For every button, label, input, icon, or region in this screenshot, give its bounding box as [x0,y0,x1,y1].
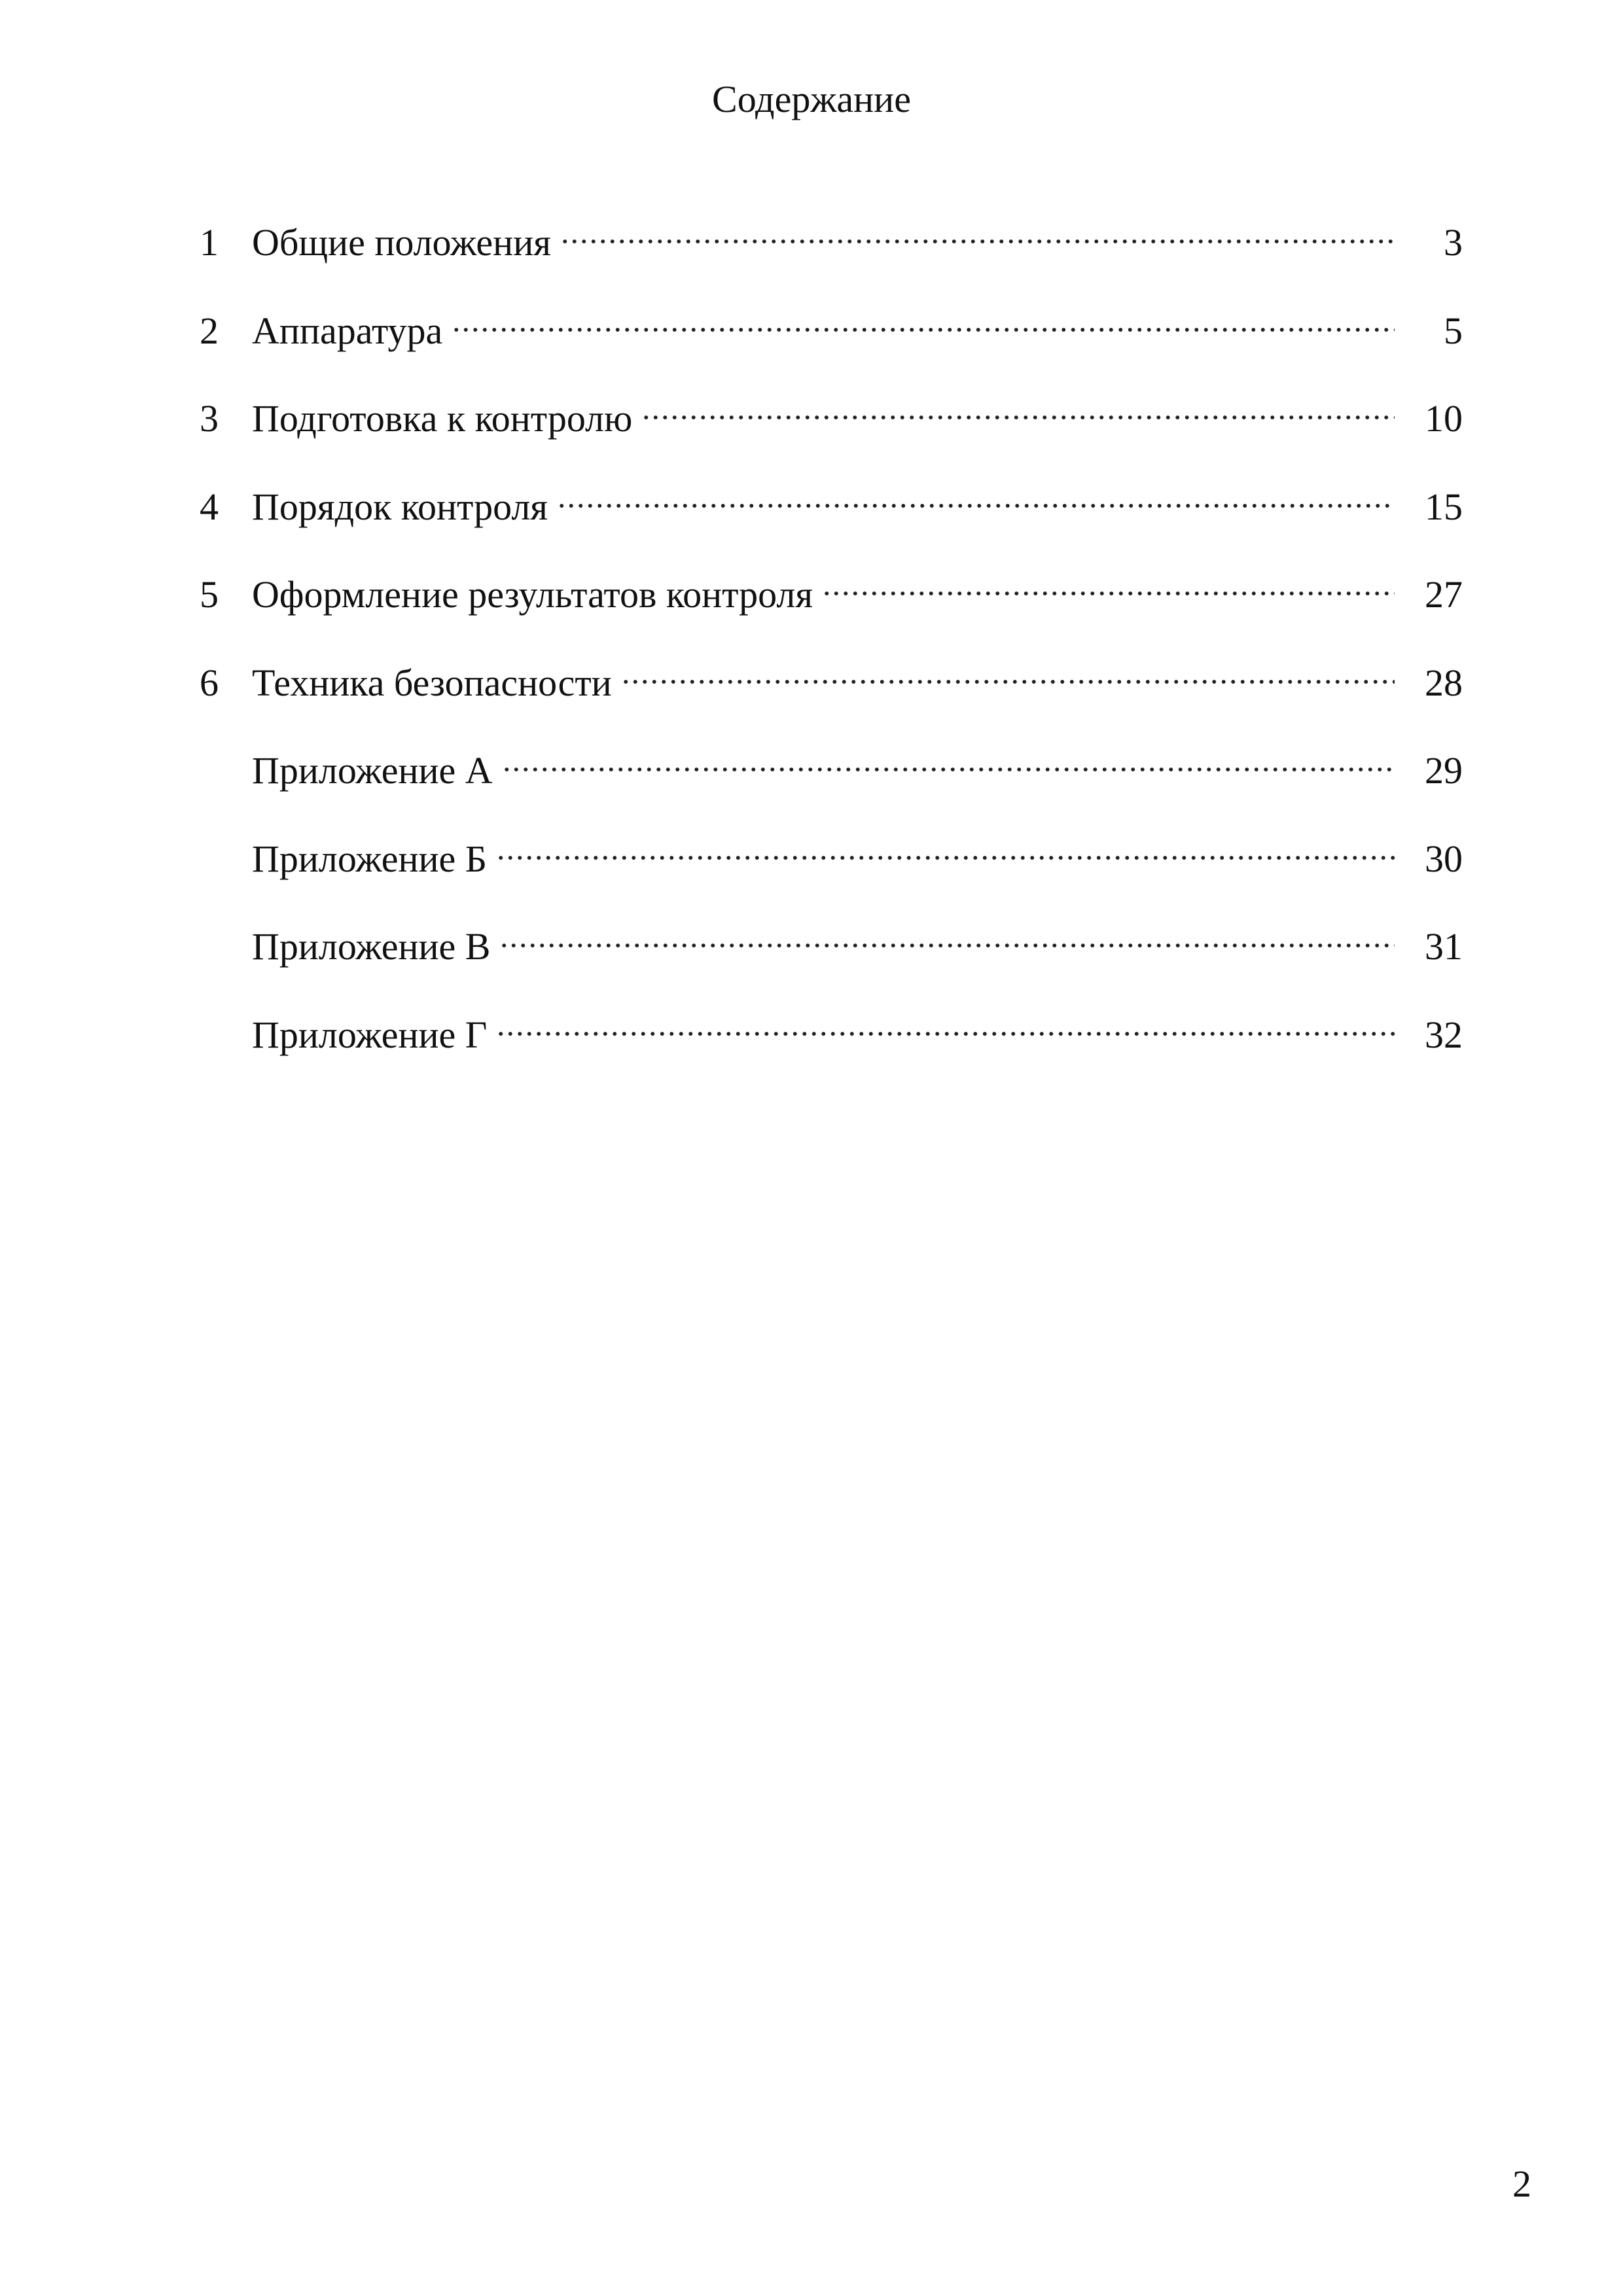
toc-title: Содержание [712,78,911,120]
toc-entry-number: 4 [200,485,219,528]
toc-entry-text: Приложение В [252,925,491,968]
toc-entry-page: 31 [1425,925,1463,968]
toc-entry[interactable] [200,379,1463,467]
toc-dot-leader [452,291,1395,344]
toc-entry-number: 3 [200,397,219,440]
toc-entry[interactable] [200,819,1463,908]
toc-entry-page: 27 [1425,573,1463,616]
toc-entry-text: Общие положения [252,221,551,264]
toc-dot-leader [560,203,1395,255]
toc-entry[interactable] [200,291,1463,380]
toc-entry-page: 30 [1425,837,1463,880]
toc-dot-leader [621,643,1395,696]
toc-entry-page: 10 [1425,397,1463,440]
toc-entry-page: 32 [1425,1013,1463,1056]
toc-entry[interactable] [200,995,1463,1084]
toc-entry[interactable] [200,643,1463,732]
toc-entry[interactable] [200,467,1463,556]
toc-entry-text: Приложение Б [252,837,488,880]
toc-dot-leader [499,907,1395,959]
toc-dot-leader [641,379,1395,431]
toc-entry[interactable] [200,907,1463,995]
toc-dot-leader [822,555,1395,607]
toc-entry-number: 2 [200,309,219,352]
toc-entry-page: 5 [1444,309,1463,352]
toc-entry-text: Приложение Г [252,1013,488,1056]
toc-entry[interactable] [200,555,1463,643]
toc-entry-text: Оформление результатов контроля [252,573,813,616]
toc-entry-text: Техника безопасности [252,661,612,704]
toc-dot-leader [557,467,1395,520]
toc-dot-leader [496,819,1395,872]
toc-entry-text: Аппаратура [252,309,443,352]
toc-entry-page: 15 [1425,485,1463,528]
table-of-contents [200,203,1463,1083]
toc-entry[interactable] [200,203,1463,291]
toc-entry-text: Приложение А [252,749,493,792]
toc-entry-number: 6 [200,661,219,704]
toc-dot-leader [502,731,1395,783]
toc-entry-text: Порядок контроля [252,485,548,528]
toc-entry-page: 3 [1444,221,1463,264]
toc-entry-text: Подготовка к контролю [252,397,633,440]
toc-entry-page: 29 [1425,749,1463,792]
toc-entry-page: 28 [1425,661,1463,704]
toc-entry[interactable] [200,731,1463,819]
toc-entry-number: 5 [200,573,219,616]
page-number: 2 [1512,2163,1531,2205]
toc-dot-leader [496,995,1395,1048]
toc-entry-number: 1 [200,221,219,264]
